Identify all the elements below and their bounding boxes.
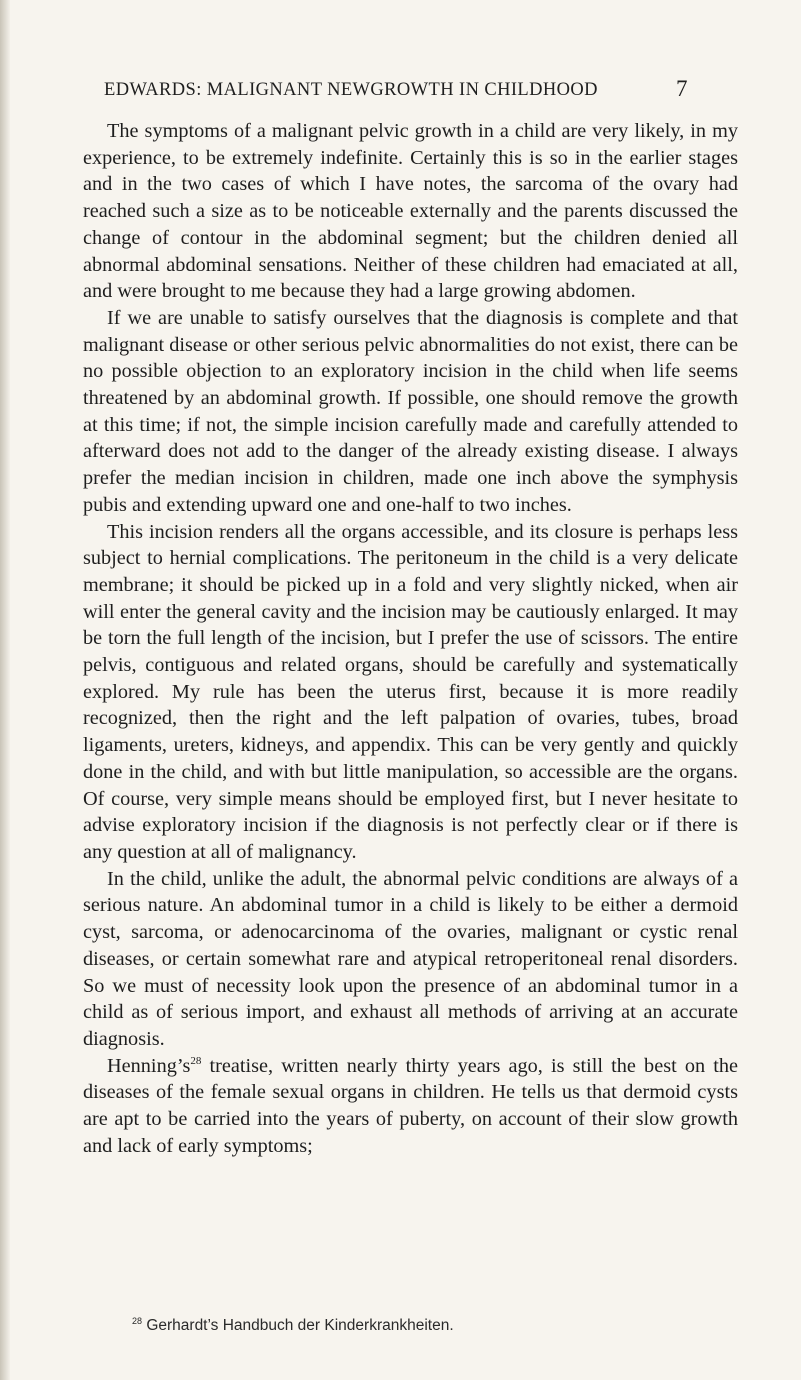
footnote-mark: 28 [132, 1316, 143, 1326]
page-number: 7 [676, 76, 688, 101]
paragraph-symptoms: The symptoms of a malignant pelvic growth in a child are very likely, in my experience, to be extremely indefinite. Certainly this is so in the earlier stages and in the two cases of which I have notes, the sarcoma of the ovary had reached such a size as to be noticeable externally and the parents discussed the change of contour in the abdominal segment; but the children denied all abnormal abdominal sensations. Neither of these children had emaciated at all, and were brought to me because they had a large growing abdomen. [83, 120, 738, 303]
footnote-reference-mark: 28 [190, 1054, 202, 1067]
henning-text-start: Henning’s [107, 1054, 191, 1077]
running-header: EDWARDS: MALIGNANT NEWGROWTH IN CHILDHOOD [104, 80, 598, 100]
paragraph-henning-treatise [83, 1053, 738, 1160]
binding-gutter-shadow [0, 0, 10, 1380]
henning-text-rest: treatise, written nearly thirty years ago, is still the best on the diseases of the female sexual organs in children. He tells us that dermoid cysts are apt to be carried into the years of puberty, on account of their slow growth and lack of early symptoms; [83, 1054, 738, 1157]
footnote [132, 1316, 454, 1335]
paragraph-incision-procedure: This incision renders all the organs accessible, and its closure is perhaps less subject to hernial complications. The peritoneum in the child is a very delicate membrane; it should be picked up in a fold and very slightly nicked, when air will enter the general cavity and the incision may be cautiously enlarged. It may be torn the full length of the incision, but I prefer the use of scissors. The entire pelvis, contiguous and related organs, should be carefully and systematically explored. My rule has been the uterus first, because it is more readily recognized, then the right and the left palpation of ovaries, tubes, broad ligaments, ureters, kidneys, and appendix. This can be very gently and quickly done in the child, and with but little manipulation, so accessible are the organs. Of course, very simple means should be employed first, but I never hesitate to advise exploratory incision if the diagnosis is not perfectly clear or if there is any question at all of malignancy. [83, 520, 738, 863]
paragraph-abdominal-tumor: In the child, unlike the adult, the abnormal pelvic conditions are always of a serious nature. An abdominal tumor in a child is likely to be either a dermoid cyst, sarcoma, or adenocarcinoma of the ovaries, malignant or cystic renal diseases, or certain somewhat rare and atypical retroperitoneal renal disorders. So we must of necessity look upon the presence of an abdominal tumor in a child as of serious import, and exhaust all methods of arriving at an accurate diagnosis. [83, 867, 738, 1050]
body-text [83, 118, 738, 1159]
footnote-text: Gerhardt’s Handbuch der Kinderkrankheiten. [142, 1317, 454, 1335]
paragraph-exploratory-incision: If we are unable to satisfy ourselves that the diagnosis is complete and that malignant disease or other serious pelvic abnormalities do not exist, there can be no possible objection to an exploratory incision in the child when life seems threatened by an abdominal growth. If possible, one should remove the growth at this time; if not, the simple incision carefully made and carefully attended to afterward does not add to the danger of the already existing disease. I always prefer the median incision in children, made one inch above the symphysis pubis and extending upward one and one-half to two inches. [83, 306, 738, 516]
